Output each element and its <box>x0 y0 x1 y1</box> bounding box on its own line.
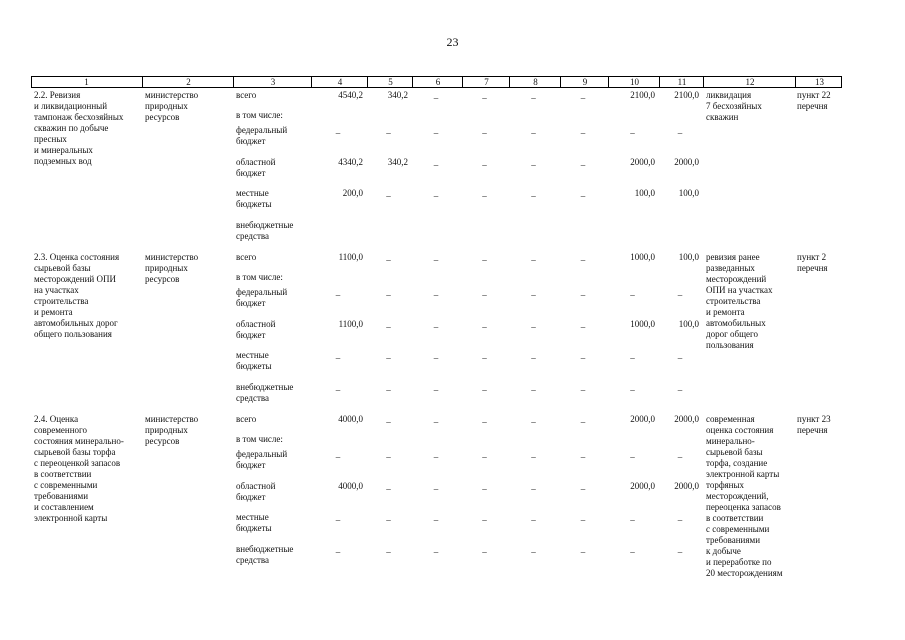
funding-cell-c6: – <box>433 160 439 170</box>
funding-cell-c4: – <box>335 385 341 395</box>
funding-source-label: местные бюджеты <box>236 350 272 371</box>
measure-name: 2.4. Оценка современного состояния минерально- сырьевой базы торфа с переоценкой запасов в соответствии с современными требованиями и составлением электронной карты <box>34 414 124 523</box>
funding-cell-c7: – <box>482 255 487 265</box>
funding-source-label: внебюджетные средства <box>236 220 294 241</box>
funding-cell-c9: – <box>580 385 586 395</box>
funding-cell-c6: – <box>433 290 439 300</box>
funding-cell-c6: – <box>433 128 439 138</box>
funding-cell-c11: – <box>677 128 683 138</box>
funding-cell-c7: – <box>482 484 487 494</box>
funding-cell-c5: – <box>386 452 391 462</box>
funding-source-label: федеральный бюджет <box>236 287 288 308</box>
funding-cell-c11: – <box>677 452 683 462</box>
funding-cell-c8: – <box>531 484 536 494</box>
funding-cell-c9: – <box>580 547 586 557</box>
funding-cell-c8: – <box>531 290 536 300</box>
funding-source-label: всего <box>236 252 257 262</box>
responsible-executor: министерство природных ресурсов <box>145 414 199 446</box>
funding-source-label: всего <box>236 414 257 424</box>
funding-cell-c10: 2000,0 <box>630 414 655 424</box>
funding-cell-c9: – <box>580 484 586 494</box>
funding-cell-c9: – <box>580 191 586 201</box>
funding-cell-c9: – <box>580 128 586 138</box>
header-col-13: 13 <box>795 77 843 87</box>
funding-cell-c6: – <box>433 515 439 525</box>
header-col-8: 8 <box>509 77 561 87</box>
funding-cell-c7: – <box>482 93 487 103</box>
funding-cell-c11: 100,0 <box>678 252 699 262</box>
funding-cell-c11: 100,0 <box>678 188 699 198</box>
header-col-11: 11 <box>659 77 704 87</box>
funding-cell-c6: – <box>433 93 439 103</box>
funding-cell-c8: – <box>531 515 536 525</box>
funding-cell-c6: – <box>433 385 439 395</box>
list-reference: пункт 2 перечня <box>797 252 828 273</box>
funding-cell-c6: – <box>433 322 439 332</box>
funding-cell-c4: 4540,2 <box>338 90 363 100</box>
funding-cell-c5: – <box>386 290 391 300</box>
funding-cell-c9: – <box>580 515 586 525</box>
expected-result: ликвидация 7 бесхозяйных скважин <box>706 90 762 122</box>
funding-source-label: всего <box>236 90 257 100</box>
funding-cell-c7: – <box>482 547 487 557</box>
measure-name: 2.3. Оценка состояния сырьевой базы месторождений ОПИ на участках строительства и ремонта автомобильных дорог общего пользования <box>34 252 120 339</box>
funding-cell-c11: – <box>677 515 683 525</box>
funding-source-label: федеральный бюджет <box>236 125 288 146</box>
funding-cell-c9: – <box>580 255 586 265</box>
funding-cell-c6: – <box>433 353 439 363</box>
funding-cell-c6: – <box>433 255 439 265</box>
funding-cell-c10: – <box>630 515 635 525</box>
funding-cell-c4: – <box>335 515 341 525</box>
funding-source-label: федеральный бюджет <box>236 449 288 470</box>
funding-source-label: в том числе: <box>236 110 283 120</box>
header-col-2: 2 <box>142 77 234 87</box>
funding-cell-c8: – <box>531 191 536 201</box>
table-header-row <box>31 76 842 88</box>
funding-cell-c4: 1100,0 <box>338 252 363 262</box>
funding-cell-c11: – <box>677 547 683 557</box>
funding-cell-c10: – <box>630 290 635 300</box>
responsible-executor: министерство природных ресурсов <box>145 252 199 284</box>
funding-source-label: в том числе: <box>236 272 283 282</box>
funding-cell-c9: – <box>580 417 586 427</box>
expected-result: ревизия ранее разведанных месторождений ОПИ на участках строительства и ремонта автомобильных дорог общего пользования <box>706 252 773 350</box>
funding-cell-c10: – <box>630 452 635 462</box>
funding-cell-c4: 4340,2 <box>338 157 363 167</box>
funding-cell-c4: 4000,0 <box>338 414 363 424</box>
funding-cell-c11: 2000,0 <box>674 157 699 167</box>
funding-cell-c7: – <box>482 417 487 427</box>
funding-cell-c11: 2000,0 <box>674 414 699 424</box>
funding-cell-c9: – <box>580 160 586 170</box>
funding-cell-c9: – <box>580 322 586 332</box>
funding-cell-c9: – <box>580 93 586 103</box>
funding-cell-c10: 2000,0 <box>630 157 655 167</box>
funding-cell-c8: – <box>531 128 536 138</box>
funding-source-label: областной бюджет <box>236 481 276 502</box>
funding-cell-c4: – <box>335 290 341 300</box>
funding-cell-c5: 340,2 <box>387 157 408 167</box>
funding-cell-c4: – <box>335 353 341 363</box>
funding-cell-c9: – <box>580 452 586 462</box>
funding-cell-c7: – <box>482 322 487 332</box>
funding-cell-c4: 200,0 <box>342 188 363 198</box>
funding-cell-c4: – <box>335 128 341 138</box>
funding-cell-c10: – <box>630 353 635 363</box>
funding-source-label: в том числе: <box>236 434 283 444</box>
funding-cell-c7: – <box>482 160 487 170</box>
funding-cell-c8: – <box>531 322 536 332</box>
funding-cell-c4: – <box>335 452 341 462</box>
funding-cell-c10: 1000,0 <box>630 319 655 329</box>
funding-cell-c5: – <box>386 255 391 265</box>
funding-cell-c5: – <box>386 191 391 201</box>
funding-cell-c6: – <box>433 191 439 201</box>
list-reference: пункт 23 перечня <box>797 414 831 435</box>
funding-cell-c8: – <box>531 255 536 265</box>
funding-source-label: местные бюджеты <box>236 512 272 533</box>
funding-cell-c7: – <box>482 128 487 138</box>
funding-cell-c10: 2100,0 <box>630 90 655 100</box>
funding-cell-c5: – <box>386 128 391 138</box>
funding-cell-c8: – <box>531 160 536 170</box>
funding-cell-c8: – <box>531 452 536 462</box>
funding-cell-c11: – <box>677 290 683 300</box>
funding-cell-c8: – <box>531 547 536 557</box>
funding-cell-c9: – <box>580 353 586 363</box>
header-col-10: 10 <box>608 77 660 87</box>
funding-cell-c5: – <box>386 417 391 427</box>
funding-cell-c4: 4000,0 <box>338 481 363 491</box>
funding-cell-c7: – <box>482 385 487 395</box>
funding-cell-c11: 2100,0 <box>674 90 699 100</box>
funding-cell-c11: 2000,0 <box>674 481 699 491</box>
funding-source-label: внебюджетные средства <box>236 382 294 403</box>
funding-cell-c10: – <box>630 385 635 395</box>
measure-name: 2.2. Ревизия и ликвидационный тампонаж бесхозяйных скважин по добыче пресных и минеральных подземных вод <box>34 90 124 166</box>
funding-cell-c6: – <box>433 452 439 462</box>
funding-cell-c6: – <box>433 547 439 557</box>
list-reference: пункт 22 перечня <box>797 90 831 111</box>
funding-cell-c8: – <box>531 93 536 103</box>
funding-cell-c8: – <box>531 417 536 427</box>
funding-cell-c7: – <box>482 452 487 462</box>
funding-cell-c8: – <box>531 385 536 395</box>
funding-cell-c10: – <box>630 547 635 557</box>
funding-cell-c11: – <box>677 353 683 363</box>
funding-cell-c4: – <box>335 547 341 557</box>
funding-cell-c11: 100,0 <box>678 319 699 329</box>
funding-cell-c5: 340,2 <box>387 90 408 100</box>
funding-cell-c5: – <box>386 547 391 557</box>
funding-cell-c7: – <box>482 290 487 300</box>
funding-cell-c5: – <box>386 353 391 363</box>
funding-source-label: местные бюджеты <box>236 188 272 209</box>
funding-cell-c10: 1000,0 <box>630 252 655 262</box>
funding-cell-c6: – <box>433 417 439 427</box>
responsible-executor: министерство природных ресурсов <box>145 90 199 122</box>
funding-cell-c7: – <box>482 191 487 201</box>
funding-cell-c4: 1100,0 <box>338 319 363 329</box>
funding-cell-c10: 100,0 <box>634 188 655 198</box>
funding-cell-c5: – <box>386 322 391 332</box>
header-col-5: 5 <box>367 77 413 87</box>
header-col-7: 7 <box>462 77 510 87</box>
header-col-6: 6 <box>412 77 463 87</box>
funding-cell-c7: – <box>482 353 487 363</box>
funding-cell-c5: – <box>386 515 391 525</box>
funding-cell-c10: – <box>630 128 635 138</box>
funding-cell-c9: – <box>580 290 586 300</box>
page-number: 23 <box>446 35 459 49</box>
header-col-3: 3 <box>233 77 312 87</box>
funding-cell-c5: – <box>386 385 391 395</box>
header-col-4: 4 <box>311 77 368 87</box>
funding-cell-c11: – <box>677 385 683 395</box>
header-col-9: 9 <box>560 77 609 87</box>
expected-result: современная оценка состояния минерально- сырьевой базы торфа, создание электронной карты торфяных месторождений, переоценка запасов в соответствии с современными требованиями к добыче и переработке по 20 месторождениям <box>706 414 783 578</box>
funding-cell-c7: – <box>482 515 487 525</box>
funding-source-label: областной бюджет <box>236 319 276 340</box>
funding-cell-c8: – <box>531 353 536 363</box>
funding-cell-c6: – <box>433 484 439 494</box>
funding-cell-c5: – <box>386 484 391 494</box>
header-col-12: 12 <box>703 77 796 87</box>
funding-source-label: областной бюджет <box>236 157 276 178</box>
funding-cell-c10: 2000,0 <box>630 481 655 491</box>
header-col-1: 1 <box>84 77 89 87</box>
funding-source-label: внебюджетные средства <box>236 544 294 565</box>
